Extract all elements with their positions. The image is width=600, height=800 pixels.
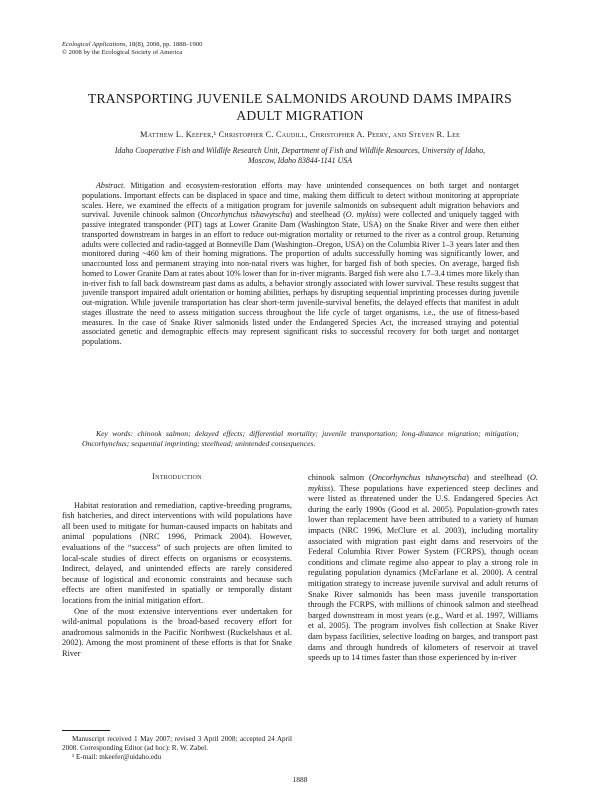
intro-paragraph-1: Habitat restoration and remediation, captive-breeding programs, fish hatcheries, and direct interventions with wild populations have all been used to mitigate for human-caused impacts on habitats and animal populations (NRC 1996, Primack 2004). However, evaluations of the “success” of such projects are often limited to local-scale studies of direct effects on organisms or ecosystems. Indirect, delayed, and unintended effects are rarely considered because of logistical and economic constraints and because such effects are often manifested in spatially or temporally distant locations from the initial mitigation effort. <box>62 500 292 605</box>
keywords-text: chinook salmon; delayed effects; differential mortality; juvenile transportation; long-distance migration; mitigation; Oncorhynchus; sequential imprinting; steelhead; unintended consequences. <box>82 429 520 448</box>
copyright-line: © 2008 by the Ecological Society of America <box>62 49 183 56</box>
footnote-block <box>62 730 292 762</box>
right-text-1: chinook salmon ( <box>308 473 372 482</box>
abstract-text-2: ) and steelhead ( <box>289 210 346 220</box>
journal-volume-pages: , 18(8), 2008, pp. 1888–1900 <box>125 41 203 48</box>
title-line-1: TRANSPORTING JUVENILE SALMONIDS AROUND DAMS IMPAIRS <box>88 91 512 106</box>
journal-header <box>62 41 202 57</box>
page-number: 1888 <box>292 775 308 784</box>
right-text-2: ) and steelhead ( <box>466 473 530 482</box>
section-heading-introduction: Introduction <box>152 472 202 481</box>
abstract-species-2: O. mykiss <box>345 210 379 220</box>
right-species-1: Oncorhynchus tshawytscha <box>371 473 467 482</box>
journal-citation <box>62 41 202 49</box>
abstract-text-1: Mitigation and ecosystem-restoration efforts may have unintended consequences on both target and nontarget populations. Important effects can be displaced in space and time, making them difficult to detect without monitoring at appropriate scales. Here, we examined the effects of a mitigation program for juvenile salmonids on subsequent adult migration behaviors and survival. Juvenile chinook salmon ( <box>82 181 520 220</box>
affiliation <box>70 146 530 166</box>
keywords-label: Key words: <box>96 429 134 438</box>
journal-name: Ecological Applications <box>62 41 126 48</box>
abstract-label: Abstract. <box>96 181 126 190</box>
right-species-2: O. mykiss <box>308 473 539 493</box>
manuscript-received-note: Manuscript received 1 May 2007; revised 3 April 2008; accepted 24 April 2008. Corresponding Editor (ad hoc): R. W. Zabel. <box>62 735 292 752</box>
left-column <box>62 472 292 660</box>
author-email: ¹ E-mail: mkeefer@uidaho.edu <box>72 752 162 761</box>
right-text-3: ). These populations have experienced steep declines and were listed as threatened under the U.S. Endangered Species Act during the early 1990s (Good et al. 2005). Population-growth rates lower than replacement have been attributed to a variety of human impacts (NRC 1996, McClure et al. 2003), including mortality associated with migration past eight dams and reservoirs of the Federal Columbia River Power System (FCRPS), though ocean conditions and climate regime also appear to play a strong role in regulating population dynamics (McFarlane et al. 2000). A central mitigation strategy to increase juvenile survival and adult returns of Snake River salmonids has been mass juvenile transportation through the FCRPS, with millions of chinook salmon and steelhead barged downstream in most years (e.g., Ward et al. 1997, Williams et al. 2005). The program involves fish collection at Snake River dam bypass facilities, selective loading on barges, and transport past dams and through hundreds of kilometers of reservoir at travel speeds up to 14 times faster than those experienced by in-river <box>308 483 538 663</box>
abstract-species-1: Oncorhynchus tshawytscha <box>200 210 290 220</box>
article-title <box>60 91 540 124</box>
affiliation-line-1: Idaho Cooperative Fish and Wildlife Research Unit, Department of Fish and Wildlife Resources, University of Idaho, <box>114 146 486 155</box>
keywords <box>82 429 519 448</box>
author-list: Matthew L. Keefer,¹ Christopher C. Caudill, Christopher A. Peery, and Steven R. Lee <box>140 130 460 139</box>
right-column <box>308 473 538 664</box>
title-line-2: ADULT MIGRATION <box>236 107 364 123</box>
abstract-text-3: ) were collected and uniquely tagged with passive integrated transponder (PIT) tags at Lower Granite Dam (Washington State, USA) on the Snake River and were then either transported downstream in barges in an effort to reduce out-migration mortality or returned to the river as a control group. Returning adults were collected and radio-tagged at Bonneville Dam (Washington–Oregon, USA) on the Columbia River 1–3 years later and then monitored during ~460 km of their homing migrations. The proportion of adults successfully homing was significantly lower, and unaccounted loss and permanent straying into non-natal rivers was higher, for barged fish of both species. On average, barged fish homed to Lower Granite Dam at rates about 10% lower than for in-river migrants. Barged fish were also 1.7–3.4 times more likely than in-river fish to fall back downstream past dams as adults, a behavior strongly associated with lower survival. These results suggest that juvenile transport impaired adult orientation or homing abilities, perhaps by disrupting sequential imprinting processes during juvenile out-migration. While juvenile transportation has clear short-term juvenile-survival benefits, the delayed effects that manifest in adult stages illustrate the need to assess mitigation success throughout the life cycle of target organisms, i.e., the use of fitness-based measures. In the case of Snake River salmonids listed under the Endangered Species Act, the increased straying and potential associated genetic and demographic effects may represent significant risks to successful recovery for both target and nontarget populations. <box>82 210 519 346</box>
footnote-divider <box>62 730 110 731</box>
intro-paragraph-2: One of the most extensive interventions ever undertaken for wild-animal populations is the broad-based recovery effort for anadromous salmonids in the Pacific Northwest (Ruckelshaus et al. 2002). Among the most prominent of these efforts is that for Snake River <box>62 606 292 658</box>
intro-paragraph-2-continued <box>308 473 538 664</box>
affiliation-line-2: Moscow, Idaho 83844-1141 USA <box>247 155 353 165</box>
abstract <box>82 181 519 347</box>
